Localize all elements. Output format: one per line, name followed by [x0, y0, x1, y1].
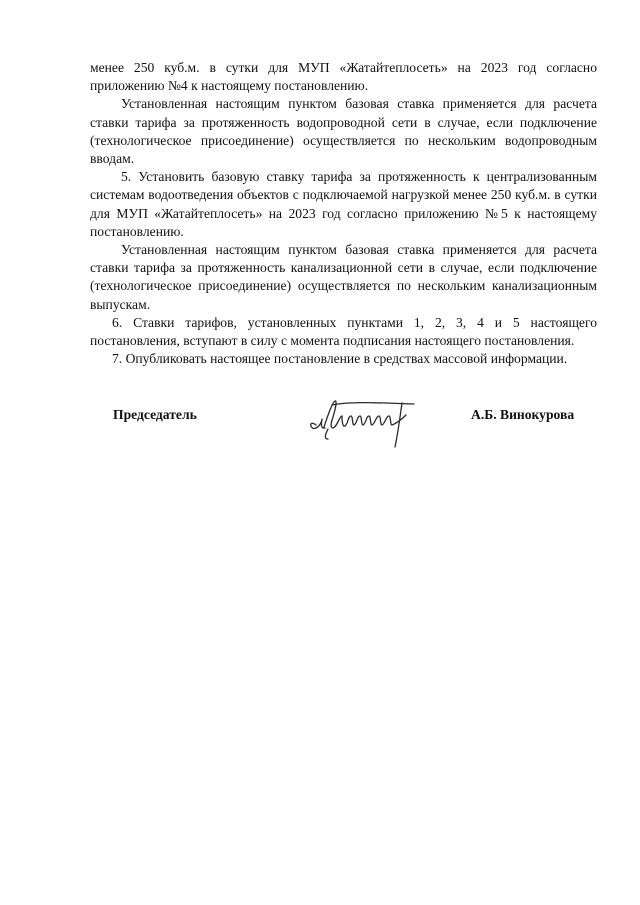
- paragraph-water-supply-note: Установленная настоящим пунктом базовая ставка применяется для расчета ставки тарифа за протяженность водопроводной сети в случае, если подключение (технологическое присоединение) осуществляется по нескольким водопроводным вводам.: [90, 96, 597, 167]
- signature-block: [0, 395, 640, 455]
- signatory-name: А.Б. Винокурова: [471, 407, 575, 422]
- paragraph-item-7: 7. Опубликовать настоящее постановление в средствах массовой информации.: [112, 351, 568, 367]
- paragraph-sewer-note: Установленная настоящим пунктом базовая ставка применяется для расчета ставки тарифа за протяженность канализационной сети в случае, если подключение (технологическое присоединение) осуществляется по нескольким канализационным выпускам.: [90, 242, 597, 312]
- paragraph-continuation: менее 250 куб.м. в сутки для МУП «Жатайтеплосеть» на 2023 год согласно приложению №4 к настоящему постановлению.: [90, 60, 597, 94]
- signature-icon: [302, 395, 432, 453]
- paragraph-item-6: 6. Ставки тарифов, установленных пунктами 1, 2, 3, 4 и 5 настоящего постановления, вступают в силу с момента подписания настоящего постановления.: [90, 314, 597, 349]
- signatory-title: Председатель: [113, 407, 197, 422]
- document-body: [90, 59, 597, 368]
- paragraph-item-5: 5. Установить базовую ставку тарифа за протяженность к централизованным системам водоотведения объектов с подключаемой нагрузкой менее 250 куб.м. в сутки для МУП «Жатайтеплосеть» на 2023 год согласно приложению №5 к настоящему постановлению.: [90, 169, 597, 239]
